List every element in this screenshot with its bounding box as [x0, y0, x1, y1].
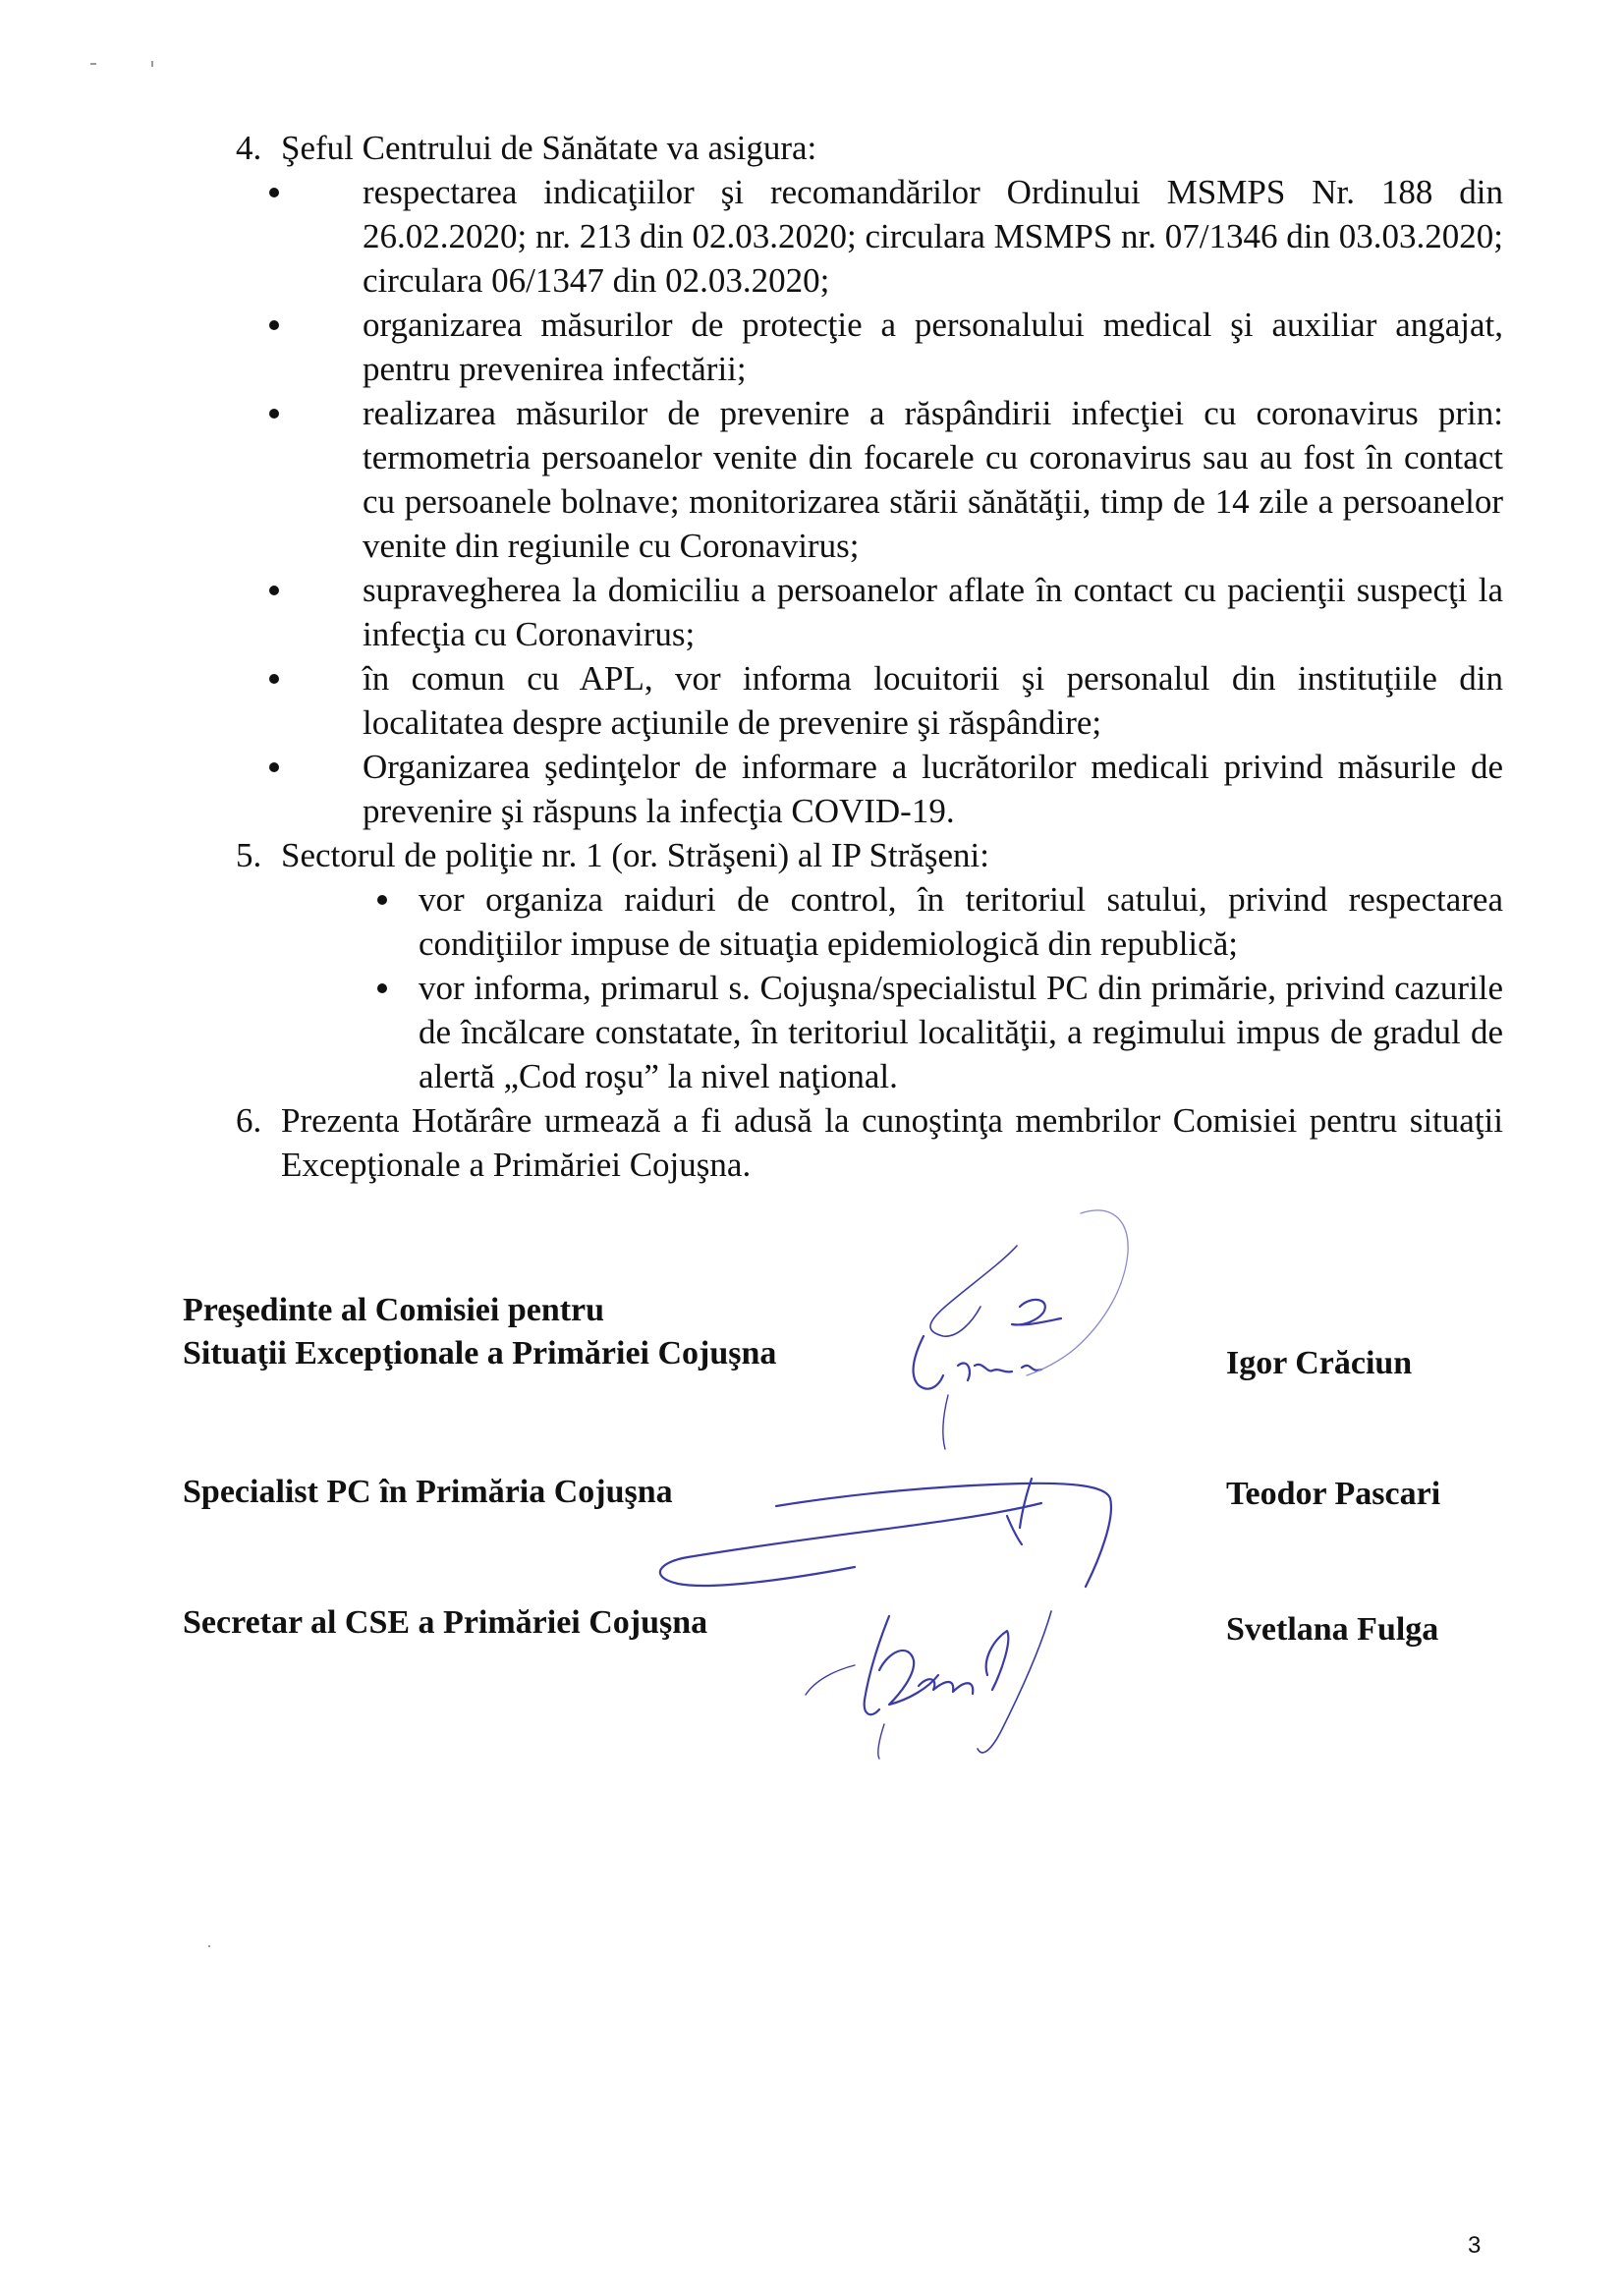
role-line: Specialist PC în Primăria Cojuşna	[183, 1474, 673, 1510]
list-item-text: realizarea măsurilor de prevenire a răspândirii infecţiei cu coronavirus prin: termometria persoanelor venite din focarele cu coronavirus sau au fost în contact cu persoanele bolnave; monitorizarea stării sănătăţii, timp de 14 zile a persoanelor venite din regiunile cu Coronavirus;	[363, 394, 1503, 565]
bullet-icon	[377, 895, 387, 905]
scan-speck	[151, 61, 153, 67]
list-item-text: vor organiza raiduri de control, în teritoriul satului, privind respectarea condiţiilor impuse de situaţia epidemiologică din republică;	[419, 880, 1503, 963]
list-item-text: Organizarea şedinţelor de informare a lucrătorilor medicali privind măsurile de prevenire şi răspuns la infecţia COVID-19.	[363, 748, 1503, 830]
list-item-text: în comun cu APL, vor informa locuitorii şi personalul din instituţiile din localitatea despre acţiunile de prevenire şi răspândire;	[363, 659, 1503, 742]
bullet-icon	[269, 586, 279, 595]
signature-specialist-stroke	[660, 1503, 1041, 1586]
role-line: Preşedinte al Comisiei pentru	[183, 1292, 605, 1328]
bullet-icon	[269, 409, 279, 419]
signature-secretary-stroke	[806, 1665, 855, 1695]
signature-specialist-stroke	[776, 1483, 1111, 1587]
signatory-role-secretary	[183, 1601, 707, 1645]
bullet-icon	[269, 762, 279, 772]
signature-secretary-stroke	[878, 1724, 884, 1759]
list-item	[281, 170, 1503, 303]
item-text: Prezenta Hotărâre urmează a fi adusă la cunoştinţa membrilor Comisiei pentru situaţii Excepţionale a Primăriei Cojuşna.	[281, 1101, 1503, 1184]
list-item	[281, 966, 1503, 1098]
decision-item-6	[236, 1098, 1503, 1187]
item-number: 6.	[236, 1101, 262, 1140]
list-item	[281, 745, 1503, 833]
bullet-icon	[377, 983, 387, 993]
list-item-text: supravegherea la domiciliu a persoanelor aflate în contact cu pacienţii suspecţi la infecţia cu Coronavirus;	[363, 571, 1503, 653]
signature-secretary-stroke	[879, 1651, 938, 1705]
role-line: Secretar al CSE a Primăriei Cojuşna	[183, 1604, 708, 1641]
bullet-icon	[269, 674, 279, 684]
signature-specialist-stroke	[1020, 1479, 1032, 1528]
bullet-list-item-5	[236, 877, 1503, 1098]
list-item-text: vor informa, primarul s. Cojuşna/specialistul PC din primărie, privind cazurile de încălcare constatate, în teritoriul localităţii, a regimului impus de gradul de alertă „Cod roşu” la nivel naţional.	[419, 969, 1503, 1095]
signatory-name-specialist: Teodor Pascari	[1226, 1476, 1441, 1512]
signature-secretary-stroke	[986, 1631, 1009, 1690]
signature-secretary-stroke	[978, 1611, 1051, 1753]
signature-president-stroke	[958, 1364, 1041, 1380]
item-title: Şeful Centrului de Sănătate va asigura:	[281, 129, 817, 167]
scan-speck	[208, 1945, 210, 1947]
bullet-icon	[269, 320, 279, 330]
signatory-role-specialist	[183, 1471, 673, 1514]
item-number: 4.	[236, 129, 262, 167]
bullet-icon	[269, 188, 279, 197]
signature-secretary-stroke	[865, 1616, 889, 1714]
signatory-name-secretary: Svetlana Fulga	[1226, 1611, 1439, 1648]
bullet-list-item-4	[236, 170, 1503, 833]
decision-body	[236, 126, 1503, 1187]
signature-president-stroke	[914, 1336, 943, 1389]
signature-president-stroke	[1012, 1300, 1061, 1325]
scan-speck	[90, 63, 96, 65]
signature-president-stroke	[930, 1246, 1017, 1336]
list-item	[281, 391, 1503, 568]
item-title: Sectorul de poliţie nr. 1 (or. Străşeni) al IP Străşeni:	[281, 836, 989, 874]
list-item	[281, 303, 1503, 391]
signature-specialist-stroke	[1007, 1516, 1022, 1544]
page-number: 3	[1468, 2232, 1482, 2259]
list-item	[281, 568, 1503, 656]
decision-item-5	[236, 833, 1503, 877]
item-number: 5.	[236, 836, 262, 874]
signatory-name-president: Igor Crăciun	[1226, 1345, 1413, 1381]
decision-item-4	[236, 126, 1503, 170]
list-item-text: respectarea indicaţiilor şi recomandărilor Ordinului MSMPS Nr. 188 din 26.02.2020; nr. 213 din 02.03.2020; circulara MSMPS nr. 07/1346 din 03.03.2020; circulara 06/1347 din 02.03.2020;	[363, 173, 1503, 300]
signature-president-stroke	[1027, 1210, 1128, 1375]
signature-secretary-stroke	[919, 1679, 973, 1694]
list-item-text: organizarea măsurilor de protecţie a personalului medical şi auxiliar angajat, pentru prevenirea infectării;	[363, 306, 1503, 388]
role-line: Situaţii Excepţionale a Primăriei Cojuşna	[183, 1335, 777, 1371]
list-item	[281, 877, 1503, 966]
signature-president-stroke	[943, 1395, 948, 1449]
signatory-role-president	[183, 1289, 776, 1375]
list-item	[281, 656, 1503, 745]
